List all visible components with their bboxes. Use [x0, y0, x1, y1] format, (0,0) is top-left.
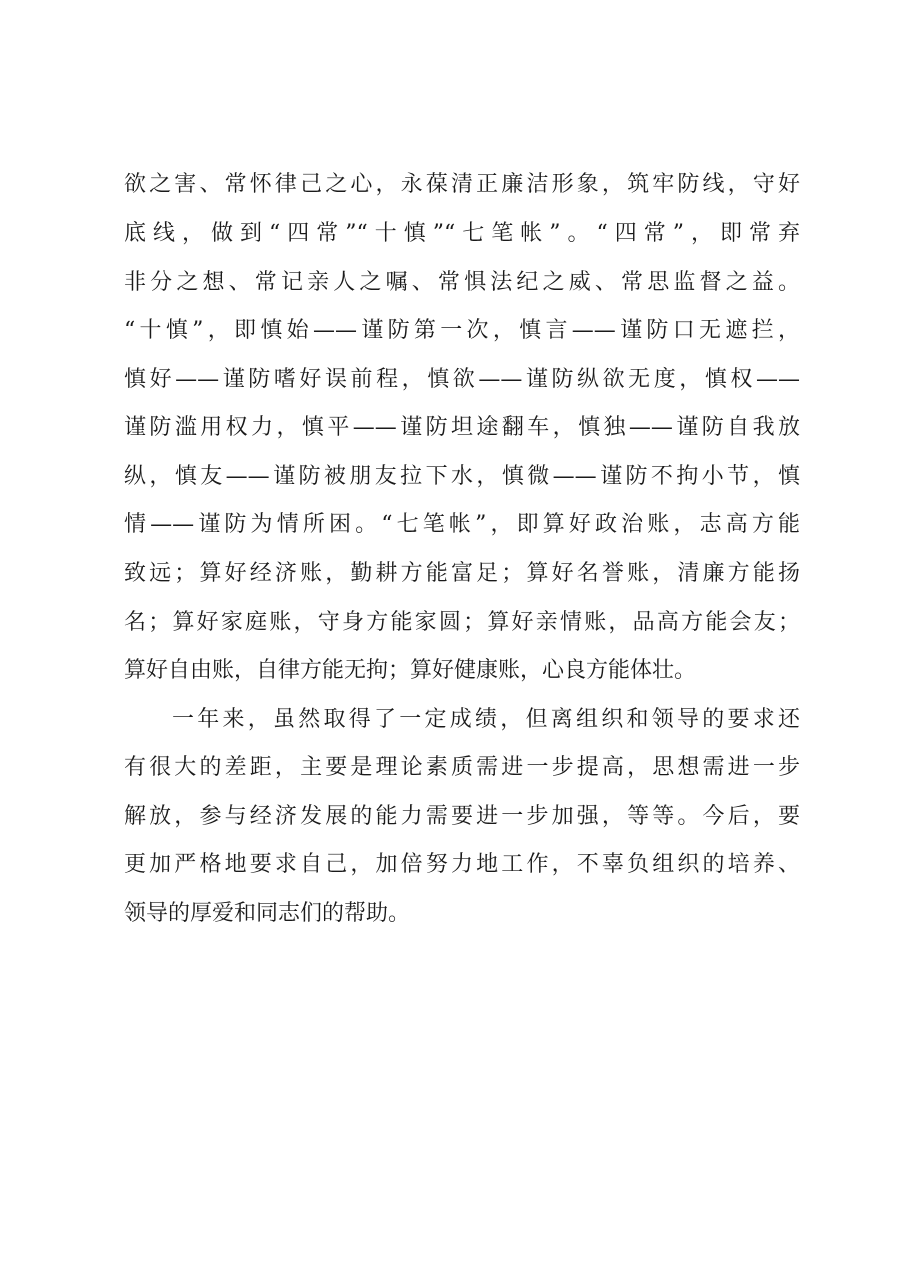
- text-line: 谨防滥用权力，慎平——谨防坦途翻车，慎独——谨防自我放: [124, 415, 800, 440]
- text-line: 更加严格地要求自己，加倍努力地工作，不辜负组织的培养、: [124, 852, 800, 877]
- text-line: 有很大的差距，主要是理论素质需进一步提高，思想需进一步: [124, 755, 800, 780]
- text-line: 解放，参与经济发展的能力需要进一步加强，等等。今后，要: [124, 804, 800, 829]
- text-line: 底线，做到“四常”“十慎”“七笔帐”。“四常”，即常弃: [124, 221, 800, 246]
- text-line: 慎好——谨防嗜好误前程，慎欲——谨防纵欲无度，慎权——: [124, 367, 800, 392]
- text-line: 算好自由账，自律方能无拘；算好健康账，心良方能体壮。: [124, 658, 697, 683]
- text-line: 纵，慎友——谨防被朋友拉下水，慎微——谨防不拘小节，慎: [124, 464, 800, 489]
- text-line: 情——谨防为情所困。“七笔帐”，即算好政治账，志高方能: [124, 512, 800, 537]
- text-line: 非分之想、常记亲人之嘱、常惧法纪之威、常思监督之益。: [124, 270, 800, 295]
- text-line: 一年来，虽然取得了一定成绩，但离组织和领导的要求还: [172, 707, 800, 732]
- text-line: 欲之害、常怀律己之心，永葆清正廉洁形象，筑牢防线，守好: [124, 172, 800, 197]
- text-line: “十慎”，即慎始——谨防第一次，慎言——谨防口无遮拦，: [124, 318, 800, 343]
- text-line: 名；算好家庭账，守身方能家圆；算好亲情账，品高方能会友；: [124, 610, 800, 635]
- text-line: 领导的厚爱和同志们的帮助。: [124, 901, 411, 926]
- text-line: 致远；算好经济账，勤耕方能富足；算好名誉账，清廉方能扬: [124, 561, 800, 586]
